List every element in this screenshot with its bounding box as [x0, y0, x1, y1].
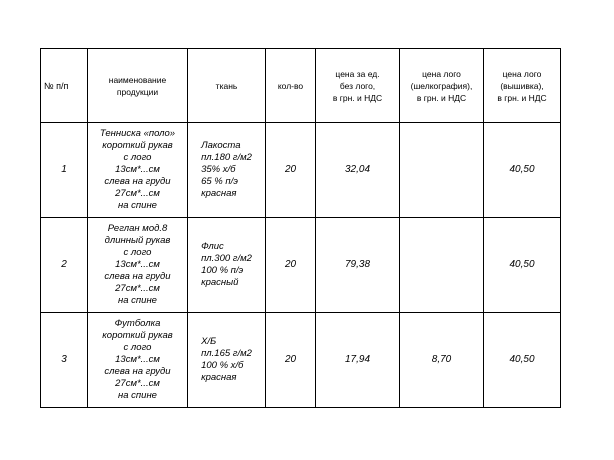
row-qty: 20: [266, 123, 316, 218]
row-price-no-logo: 32,04: [316, 123, 400, 218]
header-price-embroidery: цена лого (вышивка), в грн. и НДС: [484, 49, 561, 123]
row-price-embroidery: 40,50: [484, 218, 561, 313]
row-product: Тенниска «поло» короткий рукав с лого 13см*...см слева на груди 27см*...см на спине: [88, 123, 188, 218]
row-qty: 20: [266, 218, 316, 313]
row-product: Футболка короткий рукав с лого 13см*...см слева на груди 27см*...см на спине: [88, 313, 188, 408]
row-num: 2: [41, 218, 88, 313]
row-fabric: Х/Б пл.165 г/м2 100 % х/б красная: [201, 336, 252, 383]
row-price-silkscreen: [400, 123, 484, 218]
header-row: [41, 49, 561, 123]
price-table: [40, 48, 561, 408]
row-fabric-cell: [188, 218, 266, 313]
row-product: Реглан мод.8 длинный рукав с лого 13см*...см слева на груди 27см*...см на спине: [88, 218, 188, 313]
header-fabric: ткань: [188, 49, 266, 123]
header-price-silkscreen: цена лого (шелкография), в грн. и НДС: [400, 49, 484, 123]
row-fabric-cell: [188, 123, 266, 218]
row-fabric-cell: [188, 313, 266, 408]
row-price-no-logo: 79,38: [316, 218, 400, 313]
row-fabric: Лакоста пл.180 г/м2 35% х/б 65 % п/э красная: [201, 140, 252, 199]
row-qty: 20: [266, 313, 316, 408]
header-qty: кол-во: [266, 49, 316, 123]
row-price-silkscreen: [400, 218, 484, 313]
row-num: 1: [41, 123, 88, 218]
row-price-embroidery: 40,50: [484, 313, 561, 408]
table-row: [41, 123, 561, 218]
table-row: [41, 313, 561, 408]
header-price-no-logo: цена за ед. без лого, в грн. и НДС: [316, 49, 400, 123]
header-num: № п/п: [41, 49, 88, 123]
row-price-silkscreen: 8,70: [400, 313, 484, 408]
row-num: 3: [41, 313, 88, 408]
row-fabric: Флис пл.300 г/м2 100 % п/э красный: [201, 241, 252, 288]
row-price-embroidery: 40,50: [484, 123, 561, 218]
table-row: [41, 218, 561, 313]
header-product: наименование продукции: [88, 49, 188, 123]
row-price-no-logo: 17,94: [316, 313, 400, 408]
